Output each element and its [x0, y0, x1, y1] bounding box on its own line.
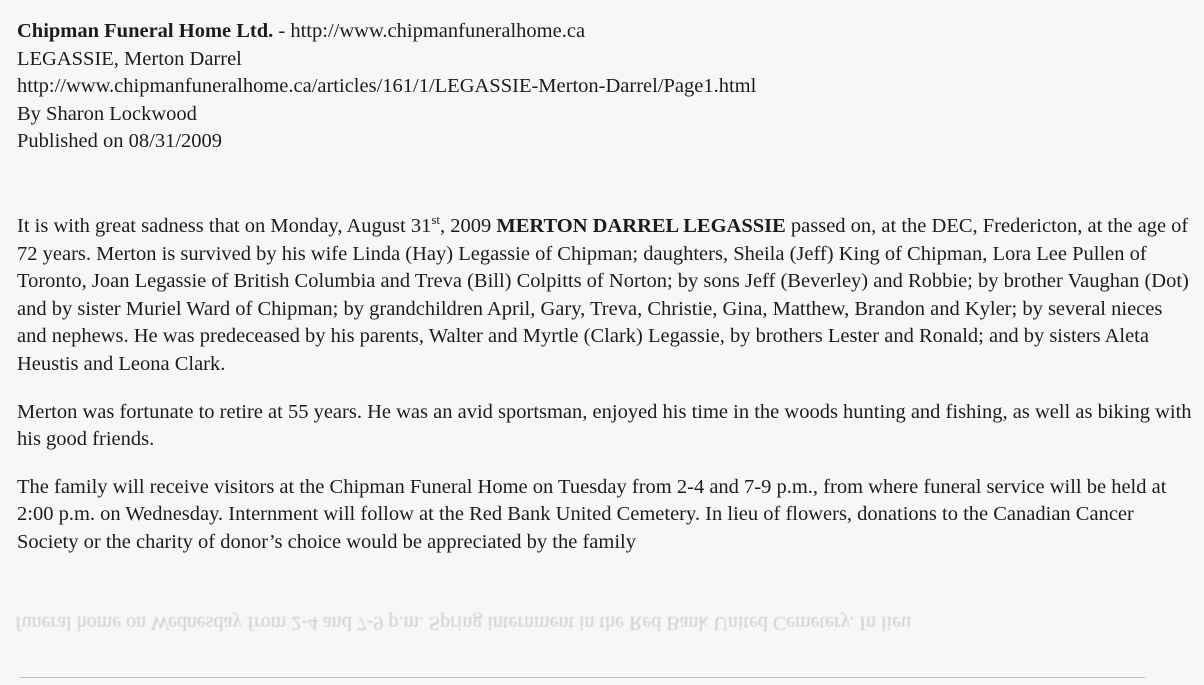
- deceased-name: MERTON DARREL LEGASSIE: [496, 214, 786, 237]
- spacer: [17, 379, 1192, 399]
- author-line: By Sharon Lockwood: [17, 102, 197, 125]
- document-page: [17, 18, 1192, 557]
- scan-bleed-through: funeral home on Wednesday from 2-4 and 7-9 p.m. Spring internment in the Red Bank United Cemetery. In lieu: [15, 612, 911, 634]
- obituary-paragraph-1: [17, 213, 1192, 379]
- site-line: [17, 18, 1192, 46]
- site-name: Chipman Funeral Home Ltd.: [17, 20, 274, 42]
- article-url: http://www.chipmanfuneralhome.ca/articles/161/1/LEGASSIE-Merton-Darrel/Page1.html: [17, 75, 757, 98]
- paragraph-text: passed on, at the DEC, Fredericton, at the age of 72 years. Merton is survived by his wife Linda (Hay) Legassie of Chipman; daughters, Sheila (Jeff) King of Chipman, Lora Lee Pullen of Toronto, Joan Legassie of British Columbia and Treva (Bill) Colpitts of Norton; by sons Jeff (Beverley) and Robbie; by brother Vaughan (Dot) and by sister Muriel Ward of Chipman; by grandchildren April, Gary, Treva, Christie, Gina, Matthew, Brandon and Kyler; by several nieces and nephews. He was predeceased by his parents, Walter and Myrtle (Clark) Legassie, by brothers Lester and Ronald; and by sisters Aleta Heustis and Leona Clark.: [17, 214, 1189, 375]
- spacer: [17, 454, 1192, 474]
- published-date: Published on 08/31/2009: [17, 130, 223, 153]
- spacer: [17, 156, 1192, 213]
- paragraph-text: It is with great sadness that on Monday, August 31: [17, 214, 432, 237]
- obituary-paragraph-3: The family will receive visitors at the Chipman Funeral Home on Tuesday from 2-4 and 7-9 p.m., from where funeral service will be held at 2:00 p.m. on Wednesday. Internment will follow at the Red Bank United Cemetery. In lieu of flowers, donations to the Canadian Cancer Society or the charity of donor’s choice would be appreciated by the family: [17, 475, 1167, 553]
- scan-edge-line: [20, 677, 1145, 678]
- ordinal-suffix: st: [431, 212, 440, 228]
- site-separator: -: [273, 20, 291, 42]
- site-url: http://www.chipmanfuneralhome.ca: [290, 20, 586, 42]
- obituary-paragraph-2: Merton was fortunate to retire at 55 years. He was an avid sportsman, enjoyed his time in the woods hunting and fishing, as well as biking with his good friends.: [17, 400, 1192, 451]
- article-title: LEGASSIE, Merton Darrel: [17, 47, 242, 70]
- paragraph-text: , 2009: [440, 214, 497, 237]
